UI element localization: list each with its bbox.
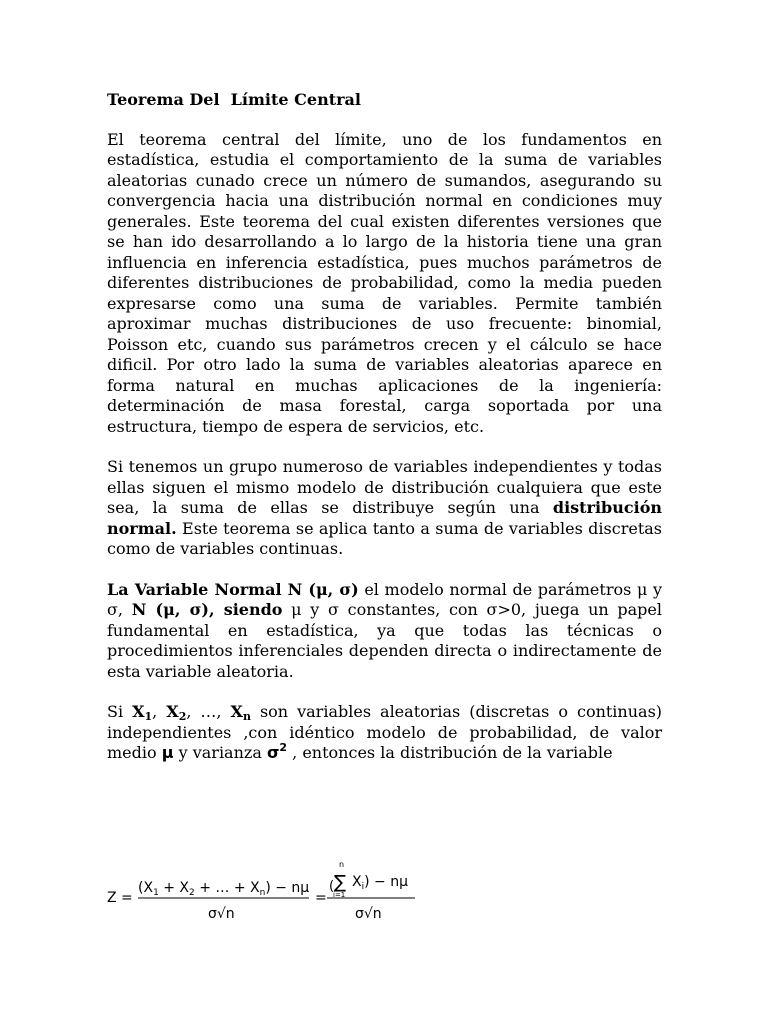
paragraph-intro: El teorema central del límite, uno de los fundamentos en estadística, estudia el comportamiento de la suma de variables aleatorias cunado crece un número de sumandos, asegurando su convergencia hacia una distribución normal en condiciones muy generales. Este teorema del cual existen diferentes versiones que se han ido desarrollando a lo largo de la historia tiene una gran influencia en inferencia estadística, pues muchos parámetros de diferentes distribuciones de probabilidad, como la media pueden expresarse como una suma de variables. Permite también aproximar muchas distribuciones de uso frecuente: binomial, Poisson etc, cuando sus parámetros crecen y el cálculo se hace dificil. Por otro lado la suma de variables aleatorias aparece en forma natural en muchas aplicaciones de la ingeniería: determinación de masa forestal, carga soportada por una estructura, tiempo de espera de servicios, etc. — [107, 129, 662, 436]
superscript-2: 2 — [279, 741, 288, 754]
formula-lhs: Z = — [107, 890, 133, 906]
document-title: Teorema Del Límite Central — [107, 90, 361, 109]
p4-ellipsis: , …, — [186, 702, 231, 721]
p4-comma: , — [152, 702, 167, 721]
sum-lower-limit: i=1 — [333, 891, 346, 899]
formula-denominator-2: σ√n — [355, 906, 382, 922]
formula-equals: = — [315, 890, 327, 906]
paragraph-variables-definition — [107, 702, 662, 764]
p4-text-b: y varianza — [173, 743, 267, 762]
sum-symbol: ∑ — [334, 872, 347, 893]
paragraph-normal-variable — [107, 580, 662, 683]
p4-si: Si — [107, 702, 133, 721]
document-page — [107, 90, 662, 784]
p2-bold: distribución normal. — [107, 498, 662, 538]
formula-numerator-1: ($X_1 + X_2$ + … + $X_n) - n\mu$ — [138, 880, 310, 898]
p4-text-a: son variables aleatorias (discretas o continuas) independientes ,con idéntico modelo de probabilidad, de valor medio — [107, 702, 663, 762]
var-x1 — [132, 702, 152, 721]
sum-upper-limit: n — [339, 860, 345, 869]
x-symbol: X — [132, 702, 145, 721]
paragraph-normal-distribution — [107, 457, 662, 560]
p3-text-a: el modelo normal de parámetros μ y σ, — [107, 579, 663, 619]
clt-formula — [107, 858, 437, 928]
p4-text-c: , entonces la distribución de la variable — [287, 743, 613, 762]
x-symbol: X — [230, 702, 243, 721]
p2-text-a: Si tenemos un grupo numeroso de variables independientes y todas ellas siguen el mismo modelo de distribución cualquiera que este sea, la suma de ellas se distribuye según una — [107, 457, 662, 517]
var-xn — [231, 702, 251, 721]
subscript-1: 1 — [144, 710, 153, 723]
sigma-squared — [267, 743, 287, 762]
mu-symbol: μ — [161, 743, 174, 762]
sigma-symbol: σ — [266, 743, 280, 762]
formula-numerator-2: $X_i) - n\mu$ — [352, 874, 408, 892]
p3-bold-1: La Variable Normal N (μ, σ) — [107, 579, 359, 599]
p3-text-b: μ y σ constantes, con σ>0, juega un papel fundamental en estadística, ya que todas las técnicas o procedimientos inferenciales dependen directa o indirectamente de esta variable aleatoria. — [107, 600, 662, 681]
x-symbol: X — [166, 702, 179, 721]
formula-numerator-2-open: ( — [329, 879, 335, 894]
p3-bold-2: N (μ, σ), siendo — [131, 600, 283, 619]
formula-denominator-1: σ√n — [208, 906, 235, 922]
var-x2 — [166, 702, 186, 721]
subscript-n: n — [242, 710, 251, 723]
subscript-2: 2 — [178, 710, 187, 723]
p2-text-b: Este teorema se aplica tanto a suma de variables discretas como de variables continuas. — [107, 518, 662, 558]
